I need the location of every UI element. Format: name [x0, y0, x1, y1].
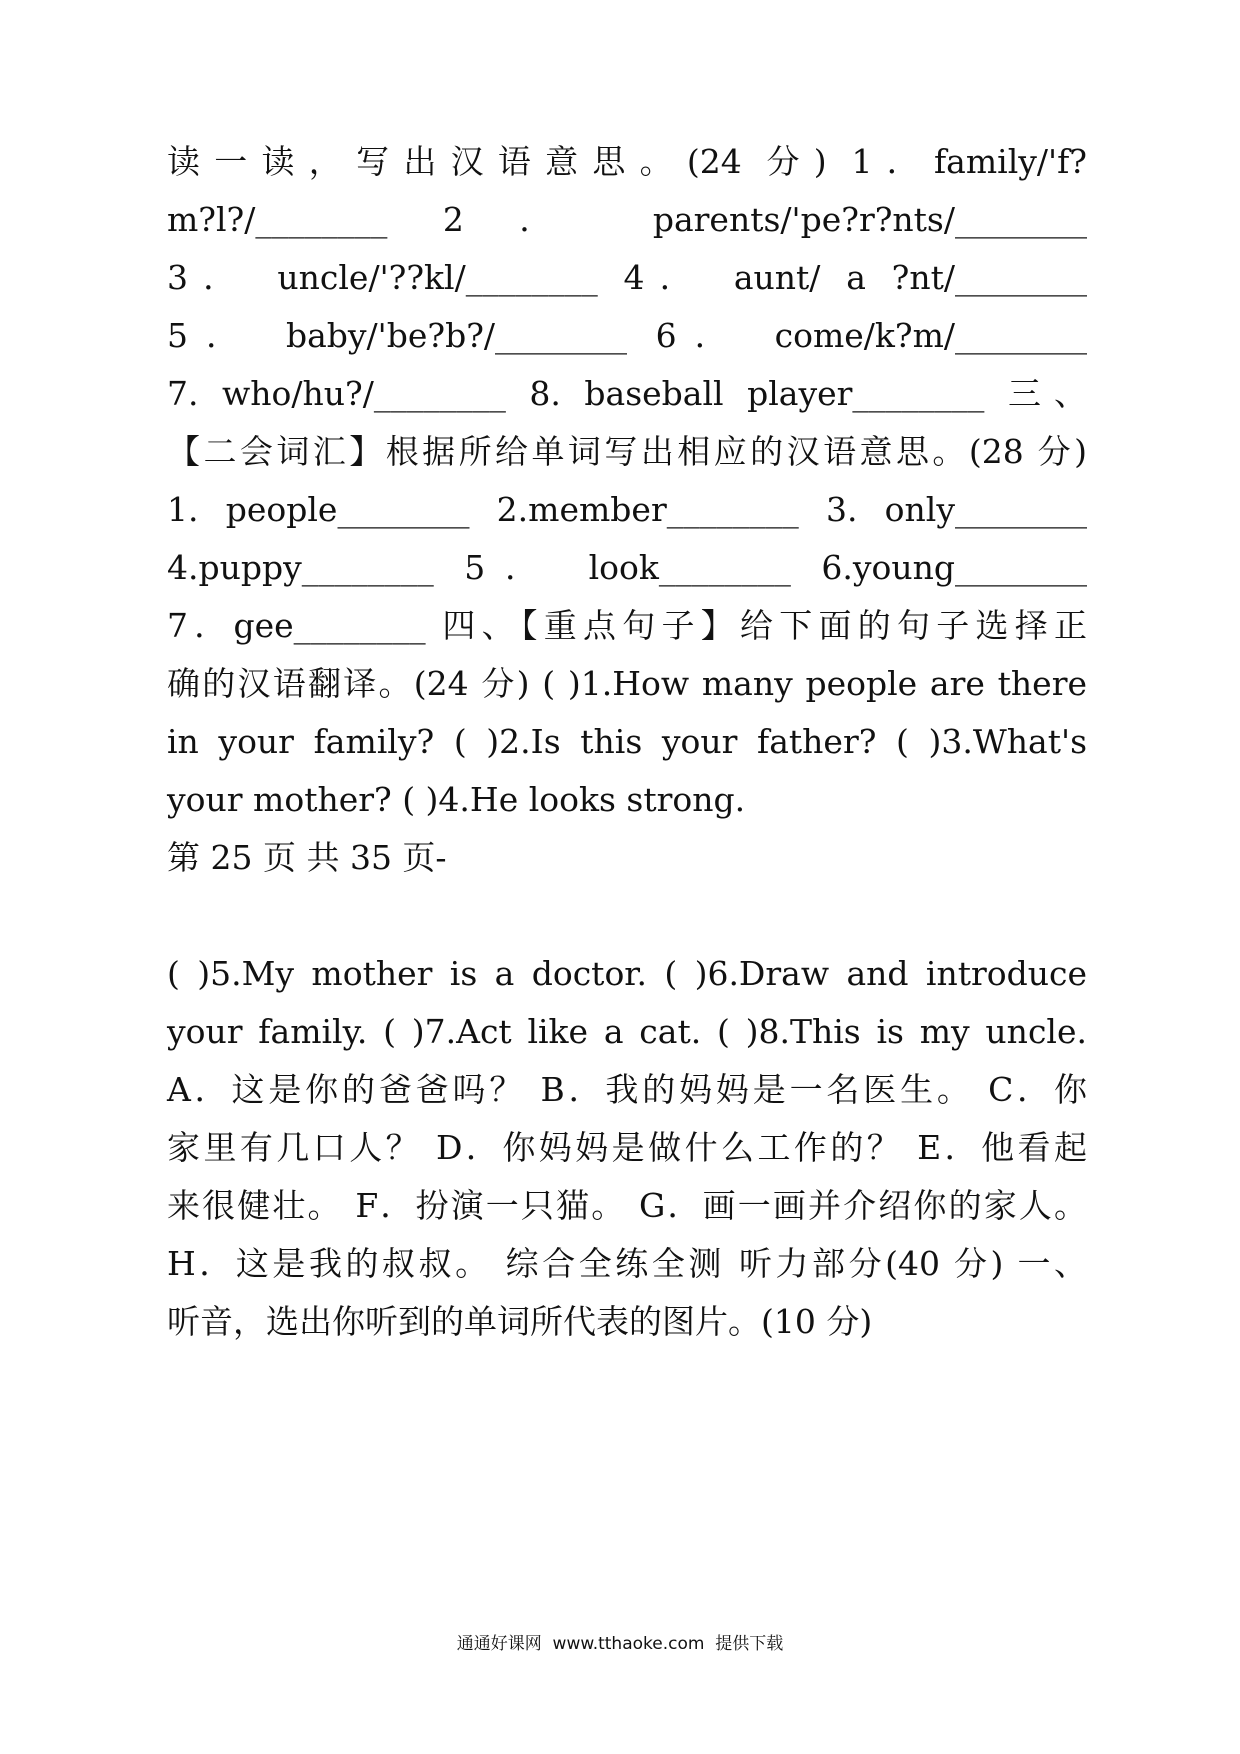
- text-line-17: 来很健壮。 F．扮演一只猫。 G．画一画并介绍你的家人。: [167, 1186, 1087, 1225]
- text-line-7: 1. people________ 2.member________ 3. only________: [167, 490, 1087, 529]
- text-line-16: 家里有几口人？ D．你妈妈是做什么工作的？ E．他看起: [167, 1128, 1087, 1167]
- page-number: 第 25 页 共 35 页-: [167, 838, 447, 877]
- text-line-9: 7．gee________ 四、【重点句子】给下面的句子选择正: [167, 606, 1087, 645]
- text-line-19: 听音，选出你听到的单词所代表的图片。(10 分): [167, 1302, 873, 1341]
- text-line-5: 7. who/hu?/________ 8. baseball player________ 三、: [167, 374, 1087, 413]
- text-line-13: ( )5.My mother is a doctor. ( )6.Draw and introduce: [167, 954, 1087, 993]
- text-line-4: 5． baby/'be?b?/________ 6． come/k?m/________: [167, 316, 1087, 355]
- text-line-3: 3． uncle/'??kl/________ 4． aunt/ a ?nt/________: [167, 258, 1087, 297]
- text-line-11: in your family? ( )2.Is this your father? ( )3.What's: [167, 722, 1087, 761]
- text-line-1: 读一读，写出汉语意思。(24 分) 1．family/'f?: [167, 142, 1087, 181]
- text-line-2: m?l?/________ 2 ． parents/'pe?r?nts/________: [167, 200, 1087, 239]
- text-line-8: 4.puppy________ 5． look________ 6.young________: [167, 548, 1087, 587]
- text-line-12: your mother? ( )4.He looks strong.: [167, 780, 746, 819]
- text-line-18: H．这是我的叔叔。 综合全练全测 听力部分(40 分) 一、: [167, 1244, 1087, 1283]
- text-line-10: 确的汉语翻译。(24 分) ( )1.How many people are there: [167, 664, 1087, 703]
- text-line-6: 【二会词汇】根据所给单词写出相应的汉语意思。(28 分): [167, 432, 1087, 471]
- footer-credit: 通通好课网 www.tthaoke.com 提供下载: [456, 1634, 784, 1654]
- text-line-14: your family. ( )7.Act like a cat. ( )8.This is my uncle.: [167, 1012, 1087, 1051]
- text-line-15: A．这是你的爸爸吗？ B．我的妈妈是一名医生。 C．你: [167, 1070, 1087, 1109]
